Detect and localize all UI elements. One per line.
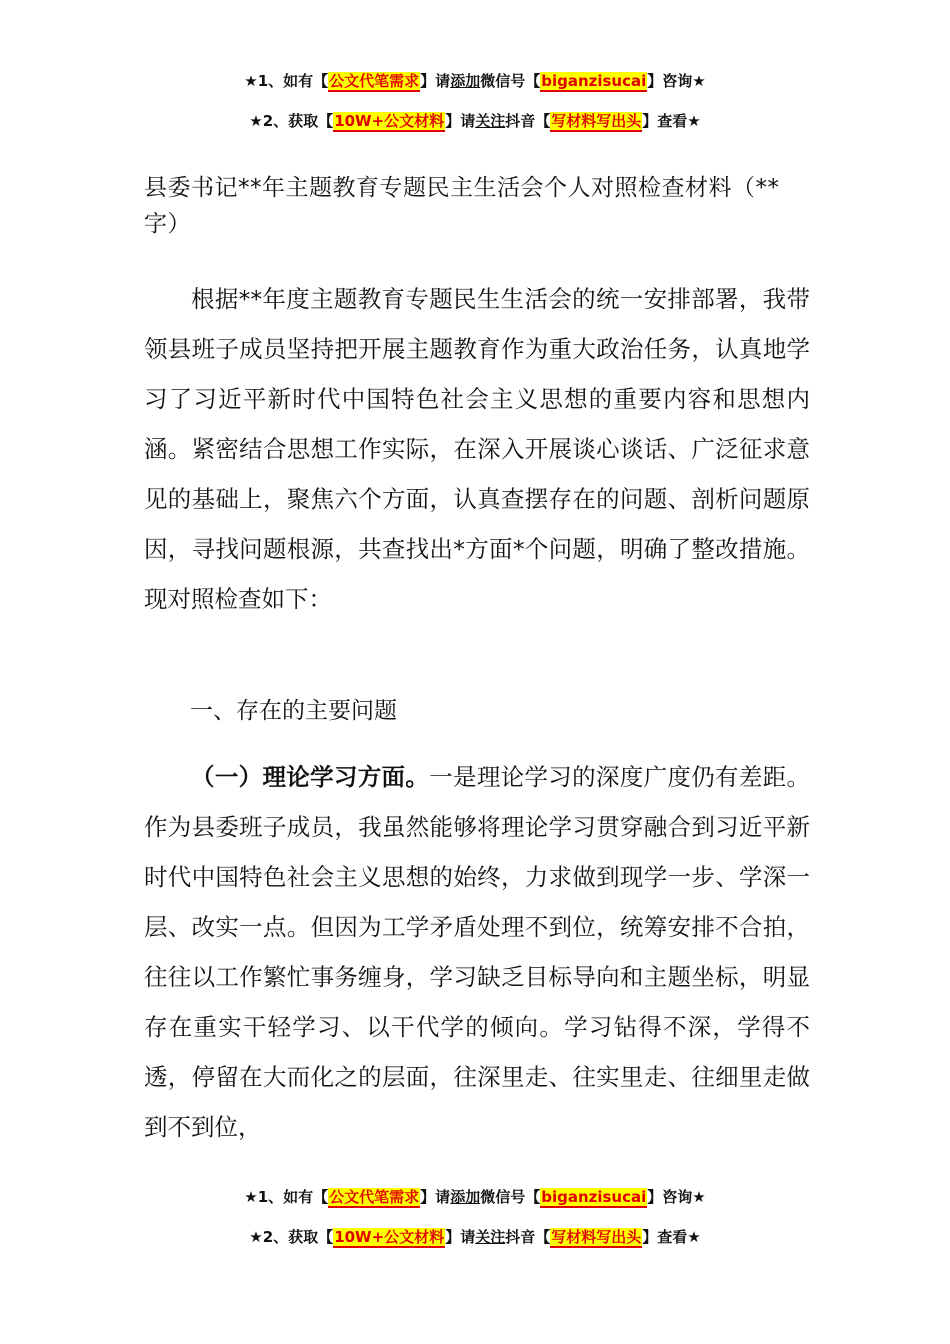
- banner-underline: 关注: [475, 1228, 506, 1246]
- banner-text: 】请: [420, 1188, 451, 1206]
- banner-underline: 添加: [450, 1188, 481, 1206]
- banner-highlight: biganzisucai: [541, 72, 647, 90]
- banner-text: ★1、如有【: [244, 72, 329, 90]
- banner-text: 微信号【: [480, 72, 541, 90]
- banner-text: 抖音【: [505, 1228, 551, 1246]
- banner-text: ★2、获取【: [249, 1228, 334, 1246]
- banner-text: ★2、获取【: [249, 112, 334, 130]
- banner-highlight: 10W+公文材料: [334, 1228, 445, 1246]
- banner-text: 】请: [445, 112, 476, 130]
- subsection-paragraph: [144, 752, 810, 1152]
- banner-highlight: 公文代笔需求: [329, 1188, 420, 1206]
- header-banner-line-1: [0, 70, 950, 92]
- banner-highlight: 10W+公文材料: [334, 112, 445, 130]
- banner-text: 】请: [420, 72, 451, 90]
- banner-text: 】查看★: [642, 112, 701, 130]
- subsection-lead: （一）理论学习方面。: [191, 763, 430, 791]
- banner-highlight: 写材料写出头: [551, 112, 642, 130]
- banner-text: 】查看★: [642, 1228, 701, 1246]
- banner-highlight: 公文代笔需求: [329, 72, 420, 90]
- banner-text: 抖音【: [505, 112, 551, 130]
- banner-text: 微信号【: [480, 1188, 541, 1206]
- intro-paragraph: 根据**年度主题教育专题民生生活会的统一安排部署，我带领县班子成员坚持把开展主题教育作为重大政治任务，认真地学习了习近平新时代中国特色社会主义思想的重要内容和思想内涵。紧密结合思想工作实际，在深入开展谈心谈话、广泛征求意见的基础上，聚焦六个方面，认真查摆存在的问题、剖析问题原因，寻找问题根源，共查找出*方面*个问题，明确了整改措施。现对照检查如下：: [144, 285, 810, 613]
- banner-underline: 添加: [450, 72, 481, 90]
- header-banner-line-2: [0, 110, 950, 132]
- banner-underline: 关注: [475, 112, 506, 130]
- footer-banner-line-2: [0, 1226, 950, 1248]
- document-title: 县委书记**年主题教育专题民主生活会个人对照检查材料（**字）: [144, 175, 780, 237]
- banner-highlight: 写材料写出头: [551, 1228, 642, 1246]
- section-heading: 一、存在的主要问题: [190, 698, 397, 724]
- banner-text: 】咨询★: [647, 1188, 706, 1206]
- footer-banner-line-1: [0, 1186, 950, 1208]
- banner-highlight: biganzisucai: [541, 1188, 647, 1206]
- banner-text: 】请: [445, 1228, 476, 1246]
- banner-text: ★1、如有【: [244, 1188, 329, 1206]
- subsection-body: 一是理论学习的深度广度仍有差距。作为县委班子成员，我虽然能够将理论学习贯穿融合到习近平新时代中国特色社会主义思想的始终，力求做到现学一步、学深一层、改实一点。但因为工学矛盾处理不到位，统筹安排不合拍，往往以工作繁忙事务缠身，学习缺乏目标导向和主题坐标，明显存在重实干轻学习、以干代学的倾向。学习钻得不深，学得不透，停留在大而化之的层面，往深里走、往实里走、往细里走做到不到位，: [144, 763, 811, 1141]
- banner-text: 】咨询★: [647, 72, 706, 90]
